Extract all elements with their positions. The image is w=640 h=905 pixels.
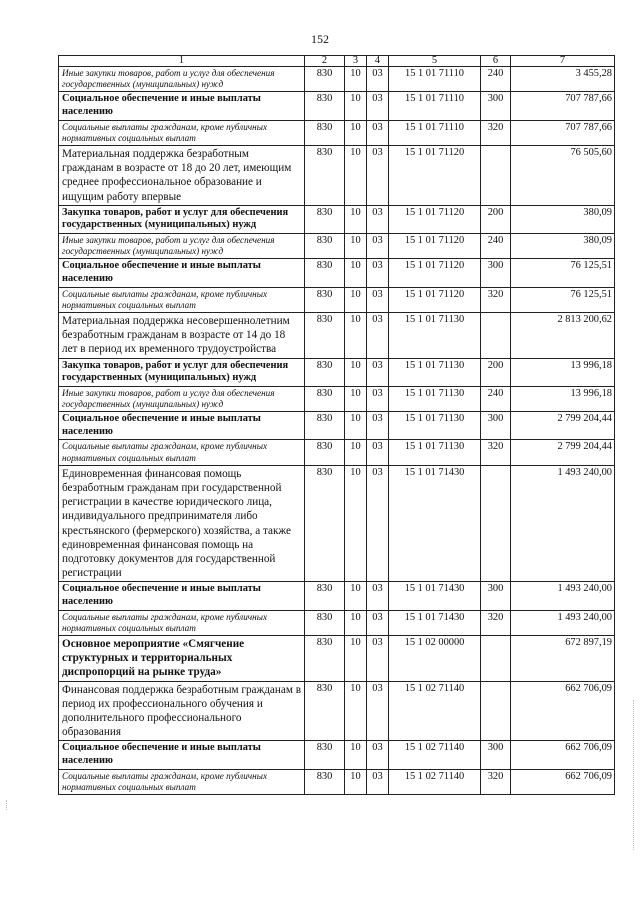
- row-grbs: 830: [305, 440, 345, 465]
- row-section: 10: [345, 313, 367, 359]
- row-target-article: 15 1 02 00000: [389, 636, 481, 682]
- row-expense-type: 300: [481, 582, 511, 610]
- row-amount: 380,09: [511, 234, 615, 259]
- row-expense-type: [481, 681, 511, 741]
- row-amount: 380,09: [511, 205, 615, 233]
- row-expense-type: 240: [481, 67, 511, 92]
- row-amount: 76 125,51: [511, 287, 615, 312]
- row-grbs: 830: [305, 636, 345, 682]
- row-target-article: 15 1 01 71120: [389, 259, 481, 287]
- row-section: 10: [345, 259, 367, 287]
- row-target-article: 15 1 02 71140: [389, 769, 481, 794]
- row-name: Социальные выплаты гражданам, кроме публичных нормативных социальных выплат: [59, 287, 305, 312]
- row-section: 10: [345, 234, 367, 259]
- row-subsection: 03: [367, 465, 389, 582]
- row-subsection: 03: [367, 259, 389, 287]
- row-name: Единовременная финансовая помощь безработным гражданам при государственной регистрации в качестве юридического лица, индивидуального предпринимателя либо крестьянского (фермерского) хозяйства, а также единовременная финансовая помощь на подготовку документов для государственной регистрации: [59, 465, 305, 582]
- row-name: Социальное обеспечение и иные выплаты населению: [59, 92, 305, 120]
- header-row: [59, 56, 615, 67]
- row-expense-type: 320: [481, 120, 511, 145]
- row-expense-type: 300: [481, 741, 511, 769]
- page-number: 152: [311, 32, 329, 46]
- row-target-article: 15 1 01 71130: [389, 412, 481, 440]
- row-expense-type: [481, 313, 511, 359]
- row-name: Закупка товаров, работ и услуг для обеспечения государственных (муниципальных) нужд: [59, 205, 305, 233]
- table-row: [59, 358, 615, 386]
- row-grbs: 830: [305, 465, 345, 582]
- row-subsection: 03: [367, 120, 389, 145]
- row-subsection: 03: [367, 287, 389, 312]
- table-row: [59, 741, 615, 769]
- row-subsection: 03: [367, 313, 389, 359]
- row-grbs: 830: [305, 386, 345, 411]
- row-expense-type: 300: [481, 92, 511, 120]
- row-section: 10: [345, 92, 367, 120]
- row-expense-type: 240: [481, 386, 511, 411]
- header-col-4: 4: [367, 56, 389, 67]
- row-name: Социальные выплаты гражданам, кроме публичных нормативных социальных выплат: [59, 120, 305, 145]
- row-name: Закупка товаров, работ и услуг для обеспечения государственных (муниципальных) нужд: [59, 358, 305, 386]
- row-name: Социальные выплаты гражданам, кроме публичных нормативных социальных выплат: [59, 769, 305, 794]
- header-col-7: 7: [511, 56, 615, 67]
- table-row: [59, 610, 615, 635]
- row-expense-type: [481, 146, 511, 206]
- row-name: Иные закупки товаров, работ и услуг для обеспечения государственных (муниципальных) нужд: [59, 386, 305, 411]
- row-grbs: 830: [305, 582, 345, 610]
- table-row: [59, 234, 615, 259]
- row-subsection: 03: [367, 440, 389, 465]
- row-target-article: 15 1 01 71130: [389, 440, 481, 465]
- row-section: 10: [345, 287, 367, 312]
- row-name: Социальное обеспечение и иные выплаты населению: [59, 259, 305, 287]
- row-amount: 672 897,19: [511, 636, 615, 682]
- row-expense-type: 200: [481, 358, 511, 386]
- row-target-article: 15 1 01 71110: [389, 120, 481, 145]
- row-amount: 2 799 204,44: [511, 440, 615, 465]
- row-amount: 707 787,66: [511, 120, 615, 145]
- row-name: Иные закупки товаров, работ и услуг для обеспечения государственных (муниципальных) нужд: [59, 234, 305, 259]
- row-grbs: 830: [305, 412, 345, 440]
- row-grbs: 830: [305, 67, 345, 92]
- row-section: 10: [345, 120, 367, 145]
- row-expense-type: 320: [481, 610, 511, 635]
- table-row: [59, 386, 615, 411]
- row-grbs: 830: [305, 741, 345, 769]
- row-expense-type: [481, 465, 511, 582]
- row-section: 10: [345, 386, 367, 411]
- scan-margin-mark: [633, 700, 638, 850]
- row-amount: 3 455,28: [511, 67, 615, 92]
- row-amount: 707 787,66: [511, 92, 615, 120]
- table-row: [59, 412, 615, 440]
- row-target-article: 15 1 01 71130: [389, 358, 481, 386]
- row-amount: 2 813 200,62: [511, 313, 615, 359]
- row-name: Социальное обеспечение и иные выплаты населению: [59, 582, 305, 610]
- row-name: Материальная поддержка несовершеннолетним безработным гражданам в возрасте от 14 до 18 лет в период их временного трудоустройства: [59, 313, 305, 359]
- row-amount: 1 493 240,00: [511, 582, 615, 610]
- row-name: Социальные выплаты гражданам, кроме публичных нормативных социальных выплат: [59, 610, 305, 635]
- row-target-article: 15 1 01 71430: [389, 582, 481, 610]
- row-subsection: 03: [367, 636, 389, 682]
- row-grbs: 830: [305, 120, 345, 145]
- row-subsection: 03: [367, 234, 389, 259]
- row-section: 10: [345, 582, 367, 610]
- row-amount: 13 996,18: [511, 358, 615, 386]
- table-row: [59, 67, 615, 92]
- row-section: 10: [345, 358, 367, 386]
- row-section: 10: [345, 769, 367, 794]
- row-name: Социальные выплаты гражданам, кроме публичных нормативных социальных выплат: [59, 440, 305, 465]
- row-grbs: 830: [305, 769, 345, 794]
- table-row: [59, 92, 615, 120]
- header-col-2: 2: [305, 56, 345, 67]
- row-amount: 76 505,60: [511, 146, 615, 206]
- row-grbs: 830: [305, 358, 345, 386]
- table-row: [59, 313, 615, 359]
- row-subsection: 03: [367, 205, 389, 233]
- row-subsection: 03: [367, 412, 389, 440]
- row-subsection: 03: [367, 769, 389, 794]
- row-expense-type: 320: [481, 440, 511, 465]
- row-section: 10: [345, 741, 367, 769]
- row-amount: 662 706,09: [511, 741, 615, 769]
- row-grbs: 830: [305, 681, 345, 741]
- row-subsection: 03: [367, 386, 389, 411]
- row-amount: 13 996,18: [511, 386, 615, 411]
- row-amount: 2 799 204,44: [511, 412, 615, 440]
- row-target-article: 15 1 01 71120: [389, 146, 481, 206]
- row-expense-type: 300: [481, 412, 511, 440]
- row-grbs: 830: [305, 313, 345, 359]
- row-expense-type: 320: [481, 287, 511, 312]
- row-name: Материальная поддержка безработным гражданам в возрасте от 18 до 20 лет, имеющим среднее профессиональное образование и ищущим работу впервые: [59, 146, 305, 206]
- table-row: [59, 465, 615, 582]
- row-target-article: 15 1 01 71120: [389, 234, 481, 259]
- row-target-article: 15 1 01 71120: [389, 287, 481, 312]
- row-expense-type: 240: [481, 234, 511, 259]
- table-row: [59, 582, 615, 610]
- row-section: 10: [345, 440, 367, 465]
- table-row: [59, 287, 615, 312]
- row-target-article: 15 1 01 71130: [389, 313, 481, 359]
- table-row: [59, 636, 615, 682]
- row-subsection: 03: [367, 67, 389, 92]
- row-target-article: 15 1 01 71110: [389, 92, 481, 120]
- row-grbs: 830: [305, 287, 345, 312]
- budget-table: [58, 55, 615, 795]
- row-section: 10: [345, 146, 367, 206]
- row-subsection: 03: [367, 146, 389, 206]
- row-section: 10: [345, 681, 367, 741]
- table-row: [59, 440, 615, 465]
- header-col-5: 5: [389, 56, 481, 67]
- row-name: Иные закупки товаров, работ и услуг для обеспечения государственных (муниципальных) нужд: [59, 67, 305, 92]
- row-target-article: 15 1 01 71120: [389, 205, 481, 233]
- row-subsection: 03: [367, 610, 389, 635]
- row-amount: 662 706,09: [511, 769, 615, 794]
- row-subsection: 03: [367, 741, 389, 769]
- table-row: [59, 120, 615, 145]
- row-target-article: 15 1 02 71140: [389, 741, 481, 769]
- row-target-article: 15 1 02 71140: [389, 681, 481, 741]
- row-target-article: 15 1 01 71430: [389, 465, 481, 582]
- row-section: 10: [345, 465, 367, 582]
- row-grbs: 830: [305, 205, 345, 233]
- row-target-article: 15 1 01 71110: [389, 67, 481, 92]
- header-col-3: 3: [345, 56, 367, 67]
- table-row: [59, 681, 615, 741]
- row-subsection: 03: [367, 681, 389, 741]
- header-col-6: 6: [481, 56, 511, 67]
- row-amount: 1 493 240,00: [511, 610, 615, 635]
- row-grbs: 830: [305, 92, 345, 120]
- row-section: 10: [345, 205, 367, 233]
- row-grbs: 830: [305, 234, 345, 259]
- row-name: Социальное обеспечение и иные выплаты населению: [59, 741, 305, 769]
- row-section: 10: [345, 636, 367, 682]
- scan-edge-mark: [6, 800, 11, 810]
- row-section: 10: [345, 67, 367, 92]
- row-grbs: 830: [305, 610, 345, 635]
- table-row: [59, 769, 615, 794]
- row-name: Основное мероприятие «Смягчение структурных и территориальных диспропорций на рынке труда»: [59, 636, 305, 682]
- row-subsection: 03: [367, 92, 389, 120]
- row-amount: 76 125,51: [511, 259, 615, 287]
- row-name: Социальное обеспечение и иные выплаты населению: [59, 412, 305, 440]
- row-grbs: 830: [305, 146, 345, 206]
- row-amount: 662 706,09: [511, 681, 615, 741]
- row-subsection: 03: [367, 582, 389, 610]
- table-body: [59, 67, 615, 795]
- row-section: 10: [345, 610, 367, 635]
- row-subsection: 03: [367, 358, 389, 386]
- row-expense-type: [481, 636, 511, 682]
- row-section: 10: [345, 412, 367, 440]
- table-row: [59, 259, 615, 287]
- row-expense-type: 300: [481, 259, 511, 287]
- table-row: [59, 146, 615, 206]
- row-amount: 1 493 240,00: [511, 465, 615, 582]
- row-grbs: 830: [305, 259, 345, 287]
- row-expense-type: 320: [481, 769, 511, 794]
- row-expense-type: 200: [481, 205, 511, 233]
- header-col-1: 1: [59, 56, 305, 67]
- row-name: Финансовая поддержка безработным гражданам в период их профессионального обучения и дополнительного профессионального образования: [59, 681, 305, 741]
- row-target-article: 15 1 01 71130: [389, 386, 481, 411]
- row-target-article: 15 1 01 71430: [389, 610, 481, 635]
- table-row: [59, 205, 615, 233]
